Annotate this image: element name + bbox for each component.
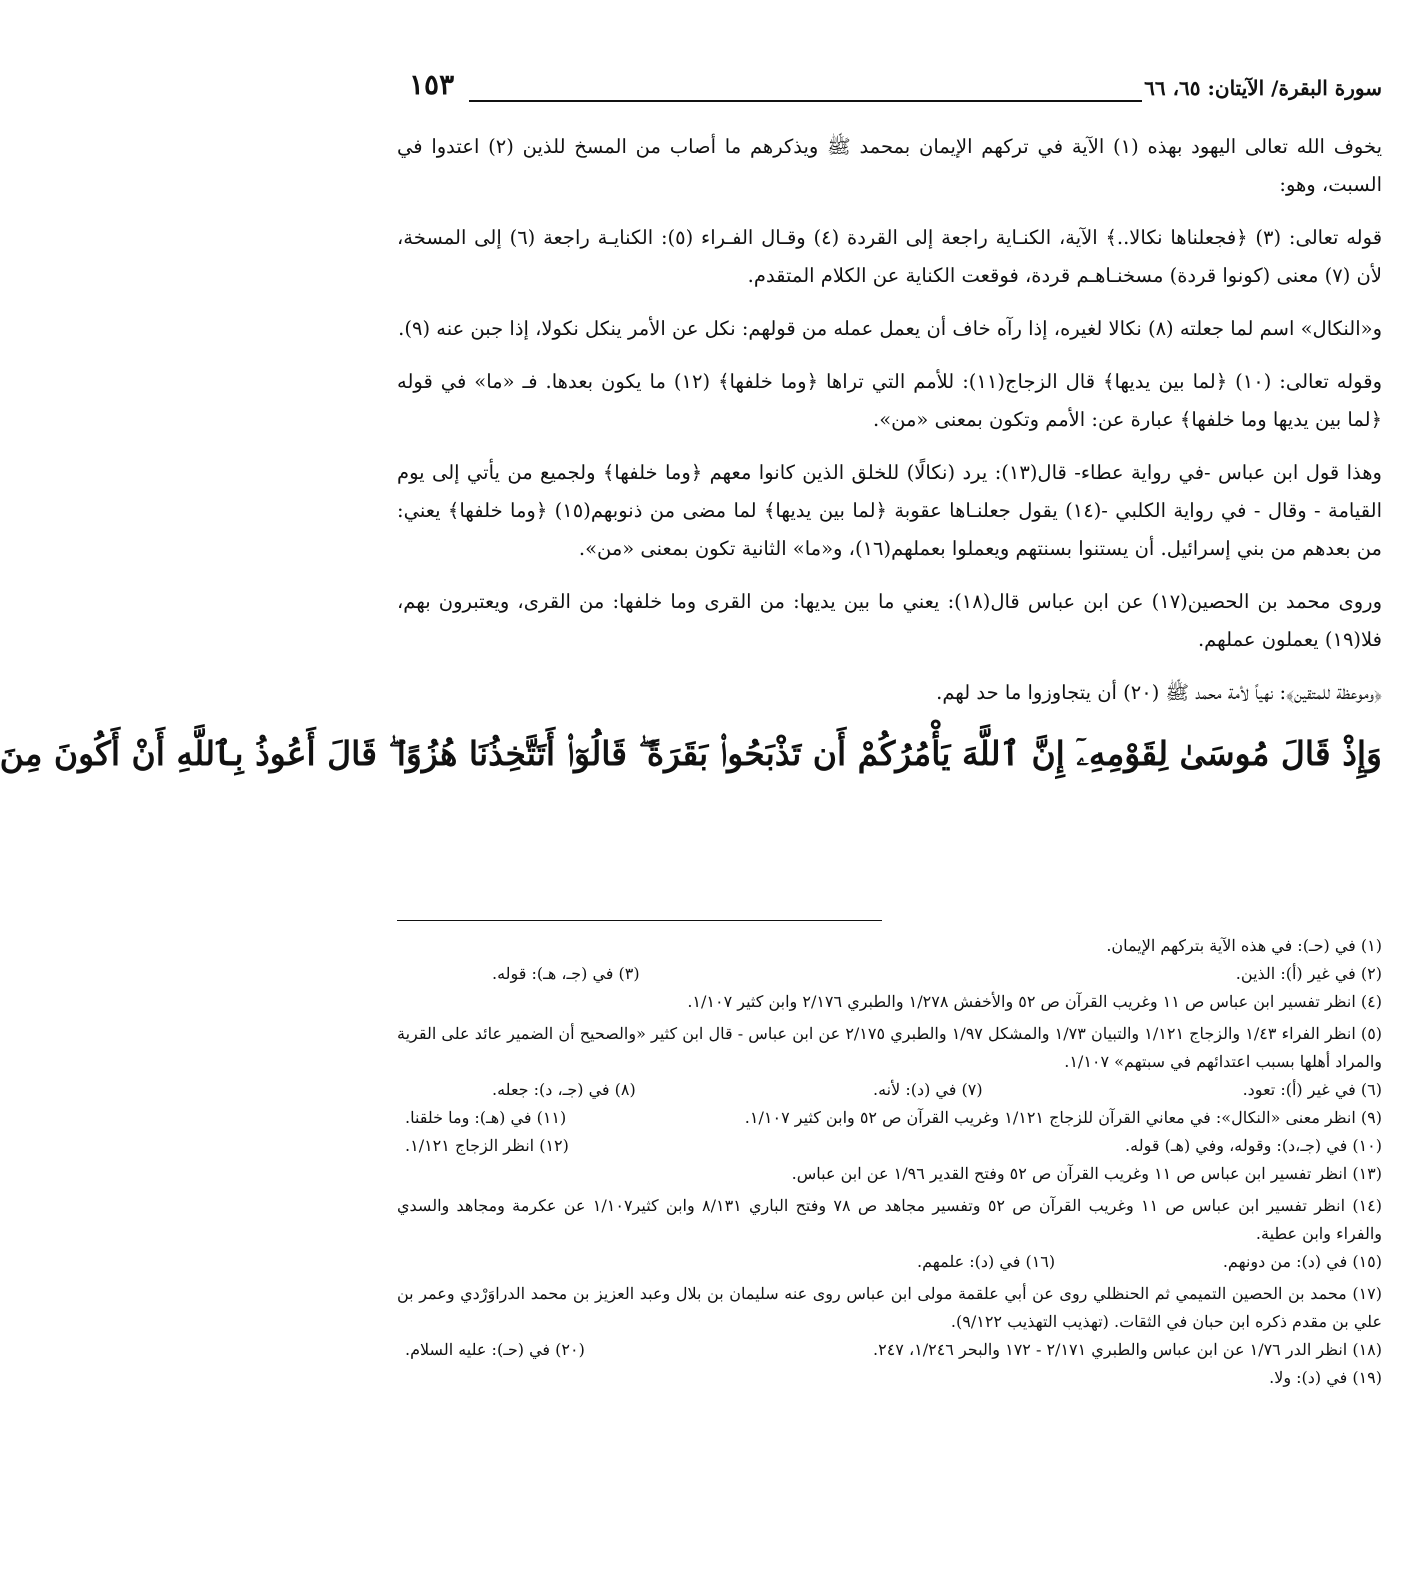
footnote: (٢) في غير (أ): الذين. bbox=[1235, 964, 1382, 983]
footnote: (١) في (حـ): في هذه الآية بتركهم الإيمان. bbox=[1106, 936, 1382, 955]
page-header bbox=[397, 68, 1382, 108]
page-number: ١٥٣ bbox=[409, 68, 455, 101]
paragraph: و«النكال» اسم لما جعلته (٨) نكالا لغيره، إذا رآه خاف أن يعمل عمله من قولهم: نكل عن الأمر ينكل نكولا، إذا جبن عنه (٩). bbox=[398, 317, 1382, 340]
footnote: (١٨) انظر الدر ١/٧٦ عن ابن عباس والطبري ٢/١٧١ - ١٧٢ والبحر ١/٢٤٦، ٢٤٧. bbox=[873, 1340, 1382, 1359]
footnote: (٧) في (د): لأنه. bbox=[873, 1080, 983, 1099]
footnote: (٣) في (جـ، هـ): قوله. bbox=[492, 964, 640, 983]
paragraph: ﴿وموعظة للمتقين﴾: نهياً لأمة محمد ﷺ (٢٠) أن يتجاوزوا ما حد لهم. bbox=[936, 681, 1382, 704]
paragraph: وقوله تعالى: (١٠) ﴿لما بين يديها﴾ قال الزجاج(١١): للأمم التي تراها ﴿وما خلفها﴾ (١٢) ما يكون بعدها. فـ «ما» في قوله ﴿لما بين يديها وما خلفها﴾ عبارة عن: الأمم وتكون بمعنى «من». bbox=[397, 370, 1382, 431]
footnote: (١٥) في (د): من دونهم. bbox=[1222, 1252, 1382, 1271]
footnote: (١٣) انظر تفسير ابن عباس ص ١١ وغريب القرآن ص ٥٢ وفتح القدير ١/٩٦ عن ابن عباس. bbox=[791, 1164, 1382, 1183]
main-text bbox=[0, 128, 1383, 781]
footnote: (١٦) في (د): علمهم. bbox=[917, 1252, 1056, 1271]
footnote: (١٩) في (د): ولا. bbox=[1269, 1368, 1382, 1387]
footnote: (٥) انظر الفراء ١/٤٣ والزجاج ١/١٢١ والتبيان ١/٧٣ والمشكل ١/٩٧ والطبري ٢/١٧٥ عن ابن عباس - قال ابن كثير «والصحيح أن الضمير عائد على القرية والمراد أهلها بسبب اعتدائهم في سبتهم» ١/١٠٧. bbox=[397, 1024, 1383, 1071]
footnote-rule bbox=[397, 920, 882, 921]
paragraph: وهذا قول ابن عباس -في رواية عطاء- قال(١٣): يرد (نكالًا) للخلق الذين كانوا معهم ﴿وما خلفها﴾ ولجميع من يأتي إلى يوم القيامة - وقال - في رواية الكلبي -(١٤) يقول جعلنـاها عقوبة ﴿لما بين يديها﴾ لما مضى من ذنوبهم(١٥) ﴿وما خلفها﴾ يعني: من بعدهم من بني إسرائيل. أن يستنوا بسنتهم ويعملوا بعملهم(١٦)، و«ما» الثانية تكون بمعنى «من». bbox=[397, 461, 1382, 560]
running-head: سورة البقرة/ الآيتان: ٦٥، ٦٦ bbox=[1144, 76, 1382, 100]
book-page bbox=[0, 60, 1383, 1560]
quran-verse: وَإِذْ قَالَ مُوسَىٰ لِقَوْمِهِۦٓ إِنَّ ٱللَّهَ يَأْمُرُكُمْ أَن تَذْبَحُوا۟ بَقَرَةً ۖ قَالُوٓا۟ أَتَتَّخِذُنَا هُزُوًا ۖ قَالَ أَعُوذُ بِٱللَّهِ أَنْ أَكُونَ مِنَ bbox=[0, 734, 1382, 773]
footnote: (١٤) انظر تفسير ابن عباس ص ١١ وغريب القرآن ص ٥٢ وتفسير مجاهد ص ٧٨ وفتح الباري ٨/١٣١ وابن كثير١/١٠٧ عن عكرمة ومجاهد والسدي والفراء وابن عطية. bbox=[397, 1196, 1383, 1243]
footnote: (١١) في (هـ): وما خلقنا. bbox=[405, 1108, 567, 1127]
footnotes bbox=[397, 936, 1382, 1396]
footnote: (١٢) انظر الزجاج ١/١٢١. bbox=[405, 1136, 569, 1155]
footnote: (٢٠) في (حـ): عليه السلام. bbox=[405, 1340, 585, 1359]
paragraph: قوله تعالى: (٣) ﴿فجعلناها نكالا..﴾ الآية، الكنـاية راجعة إلى القردة (٤) وقـال الفـراء (٥): الكنايـة راجعة (٦) إلى المسخة، لأن (٧) معنى (كونوا قردة) مسخنـاهـم قردة، فوقعت الكناية عن الكلام المتقدم. bbox=[397, 226, 1383, 287]
footnote: (١٧) محمد بن الحصين التميمي ثم الحنظلي روى عن أبي علقمة مولى ابن عباس روى عنه سليمان بن بلال وعبد العزيز بن محمد الدراوَرْدي وعمر بن علي بن مقدم ذكره ابن حبان في الثقات. (تهذيب التهذيب ٩/١٢٢). bbox=[397, 1284, 1382, 1331]
paragraph: يخوف الله تعالى اليهود بهذه (١) الآية في تركهم الإيمان بمحمد ﷺ ويذكرهم ما أصاب من المسخ للذين (٢) اعتدوا في السبت، وهو: bbox=[397, 135, 1383, 196]
header-rule bbox=[469, 100, 1142, 102]
footnote: (٤) انظر تفسير ابن عباس ص ١١ وغريب القرآن ص ٥٢ والأخفش ١/٢٧٨ والطبري ٢/١٧٦ وابن كثير ١/١٠٧. bbox=[687, 992, 1382, 1011]
footnote: (٨) في (جـ، د): جعله. bbox=[492, 1080, 636, 1099]
footnote: (٩) انظر معنى «النكال»: في معاني القرآن للزجاج ١/١٢١ وغريب القرآن ص ٥٢ وابن كثير ١/١٠٧. bbox=[744, 1108, 1382, 1127]
footnote: (٦) في غير (أ): تعود. bbox=[1242, 1080, 1382, 1099]
paragraph: وروى محمد بن الحصين(١٧) عن ابن عباس قال(١٨): يعني ما بين يديها: من القرى وما خلفها: من القرى، ويعتبرون بهم، فلا(١٩) يعملون عملهم. bbox=[397, 590, 1382, 651]
footnote: (١٠) في (جـ،د): وقوله، وفي (هـ) قوله. bbox=[1125, 1136, 1382, 1155]
